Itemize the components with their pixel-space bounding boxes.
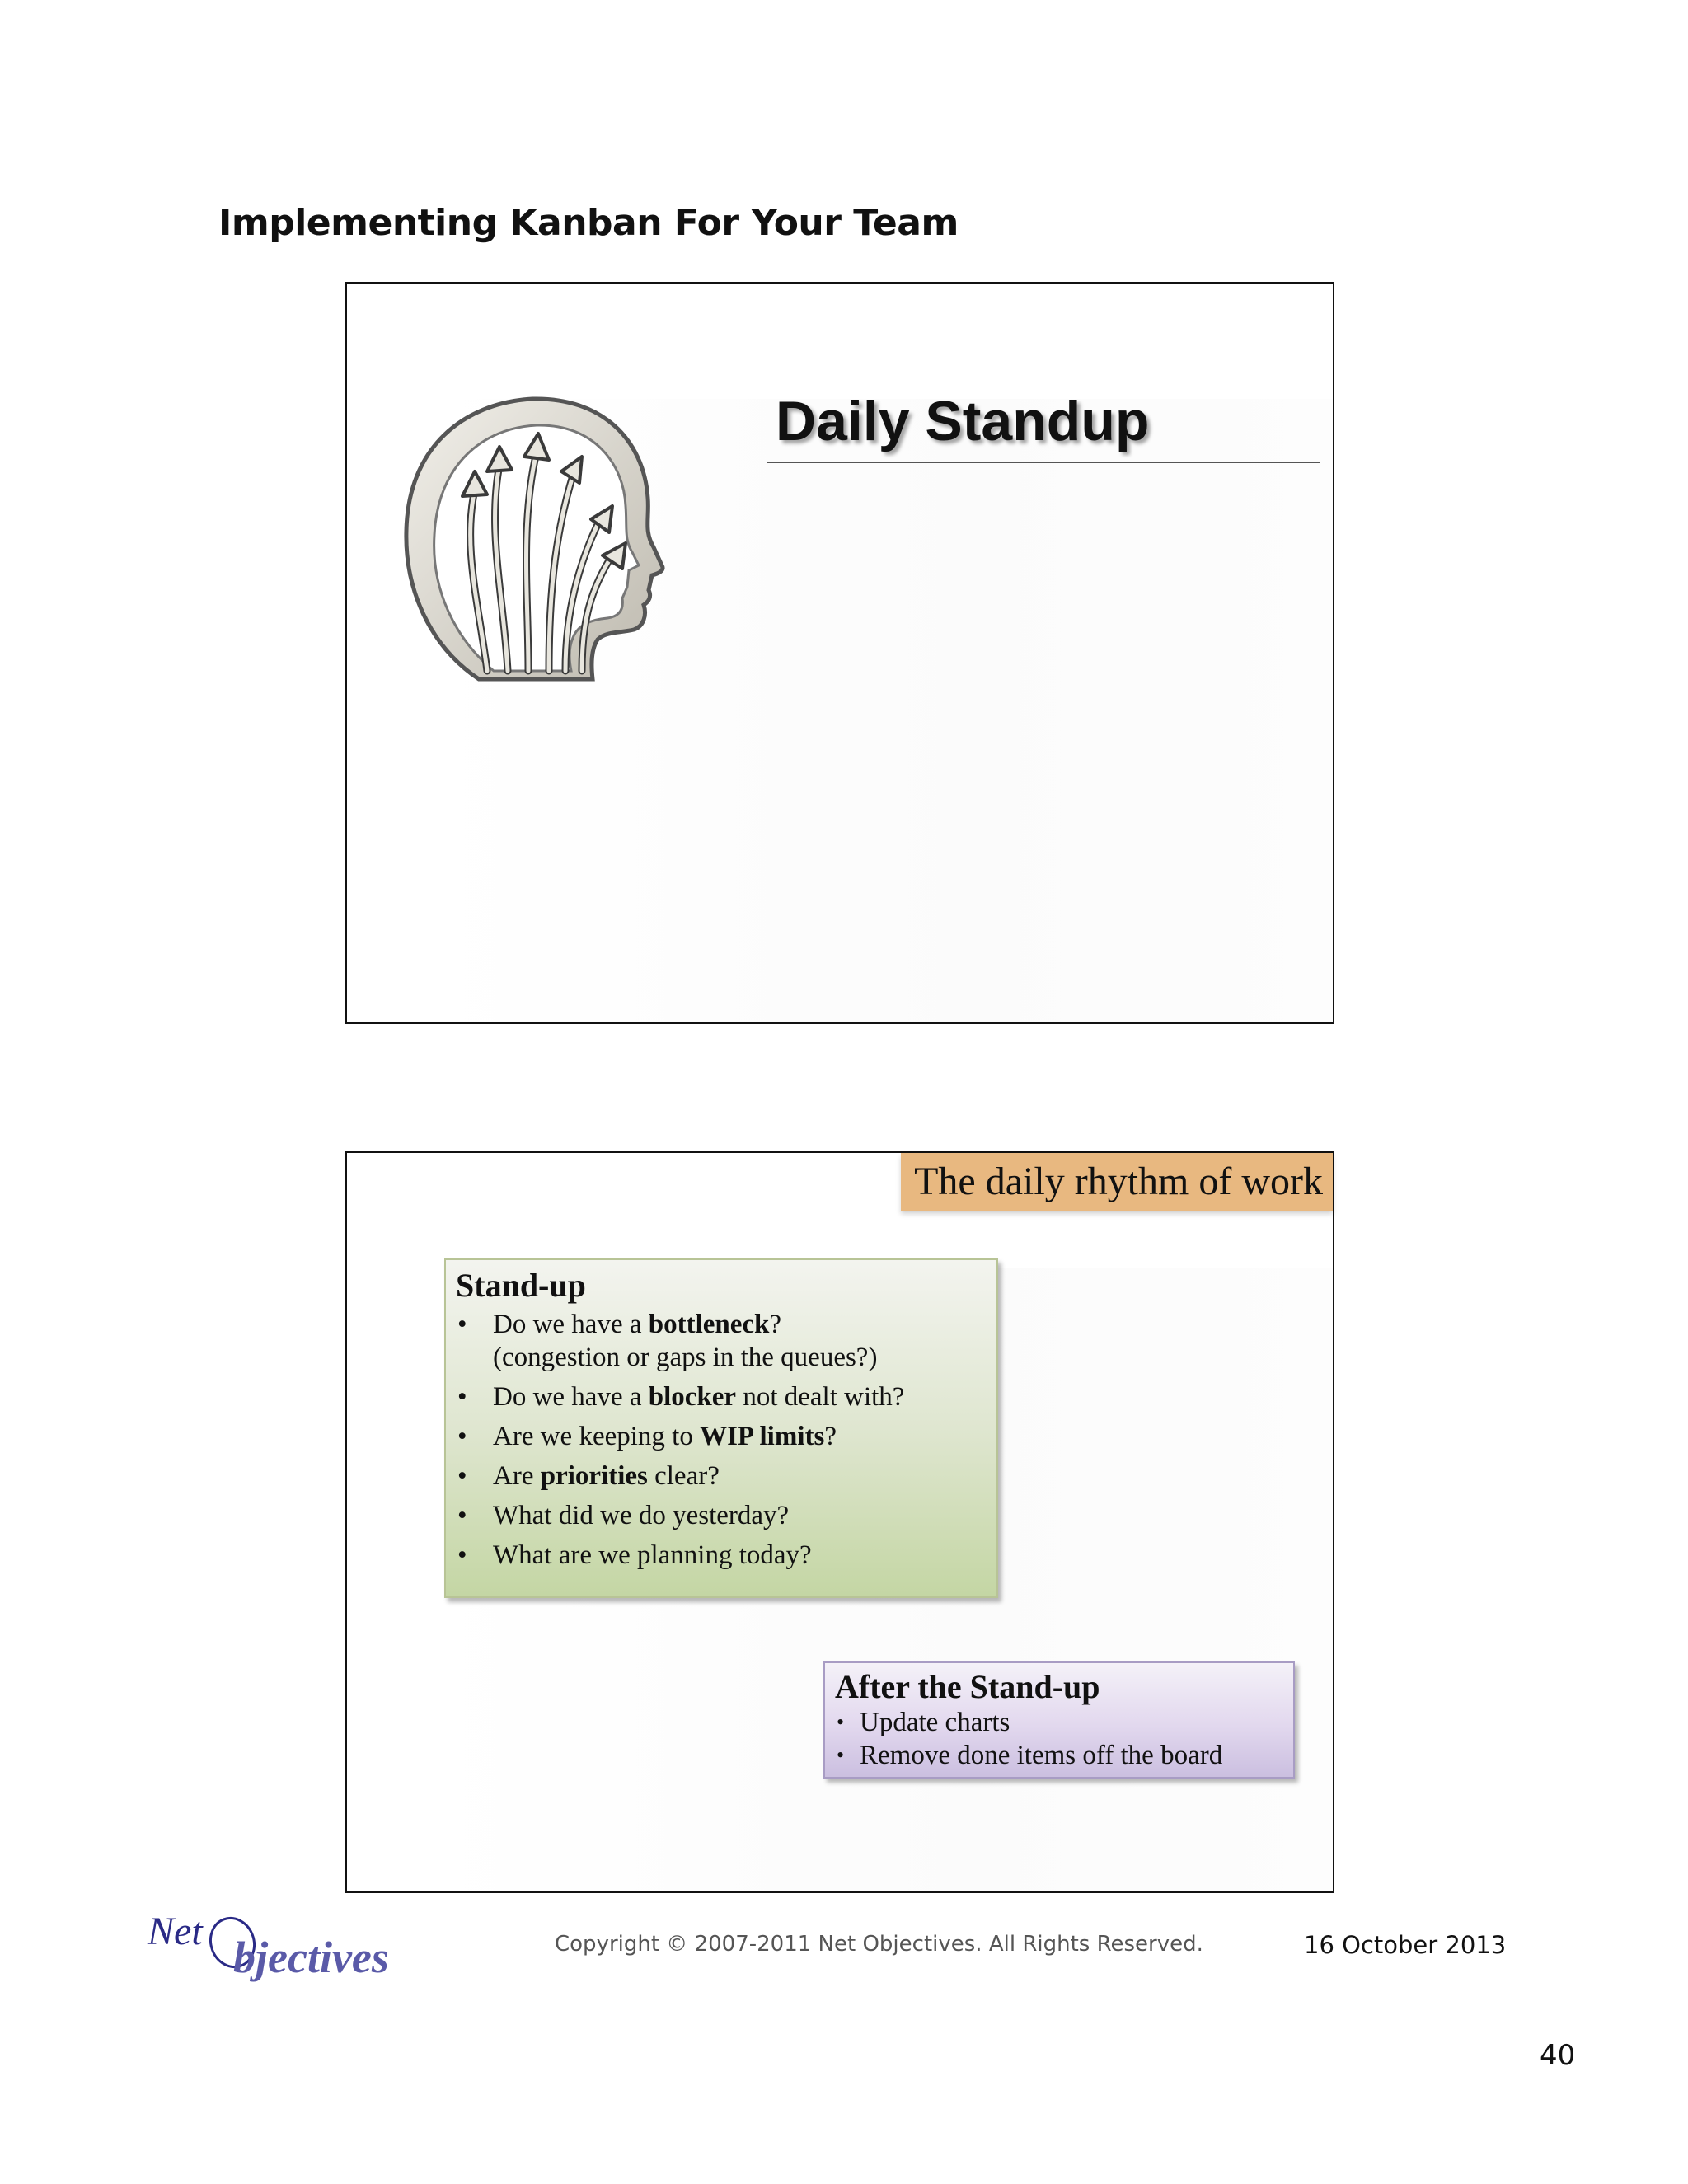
after-card-title: After the Stand-up [835, 1668, 1100, 1705]
standup-card [444, 1258, 998, 1598]
list-item: • Update charts [835, 1706, 1283, 1739]
document-title: Implementing Kanban For Your Team [218, 202, 959, 244]
svg-text:bjectives: bjectives [233, 1933, 389, 1982]
after-standup-card [823, 1661, 1295, 1779]
list-item: • What are we planning today? [456, 1535, 987, 1575]
list-item: • Are we keeping to WIP limits? [456, 1417, 987, 1456]
page-number: 40 [1540, 2039, 1576, 2072]
slide-heading: Daily Standup [776, 390, 1150, 452]
list-item: • Do we have a blocker not dealt with? [456, 1377, 987, 1417]
list-item: • What did we do yesterday? [456, 1496, 987, 1535]
rhythm-tag: The daily rhythm of work [901, 1153, 1333, 1211]
list-item: • Do we have a bottleneck? (congestion or gaps in the queues?) [456, 1305, 987, 1374]
after-list [835, 1706, 1283, 1772]
list-item: • Are priorities clear? [456, 1456, 987, 1496]
heading-divider [767, 462, 1320, 463]
head-with-arrows-icon [396, 374, 668, 687]
standup-card-title: Stand-up [456, 1267, 586, 1304]
footer-date: 16 October 2013 [1304, 1931, 1507, 1959]
list-item-sub: (congestion or gaps in the queues?) [493, 1343, 878, 1372]
copyright-text: Copyright © 2007-2011 Net Objectives. All Rights Reserved. [555, 1932, 1203, 1957]
net-objectives-logo [144, 1900, 408, 1990]
svg-text:Net: Net [148, 1910, 203, 1953]
list-item: • Remove done items off the board [835, 1739, 1283, 1772]
standup-list [456, 1305, 987, 1575]
slide-daily-standup [345, 282, 1334, 1024]
slide-daily-rhythm [345, 1151, 1334, 1893]
